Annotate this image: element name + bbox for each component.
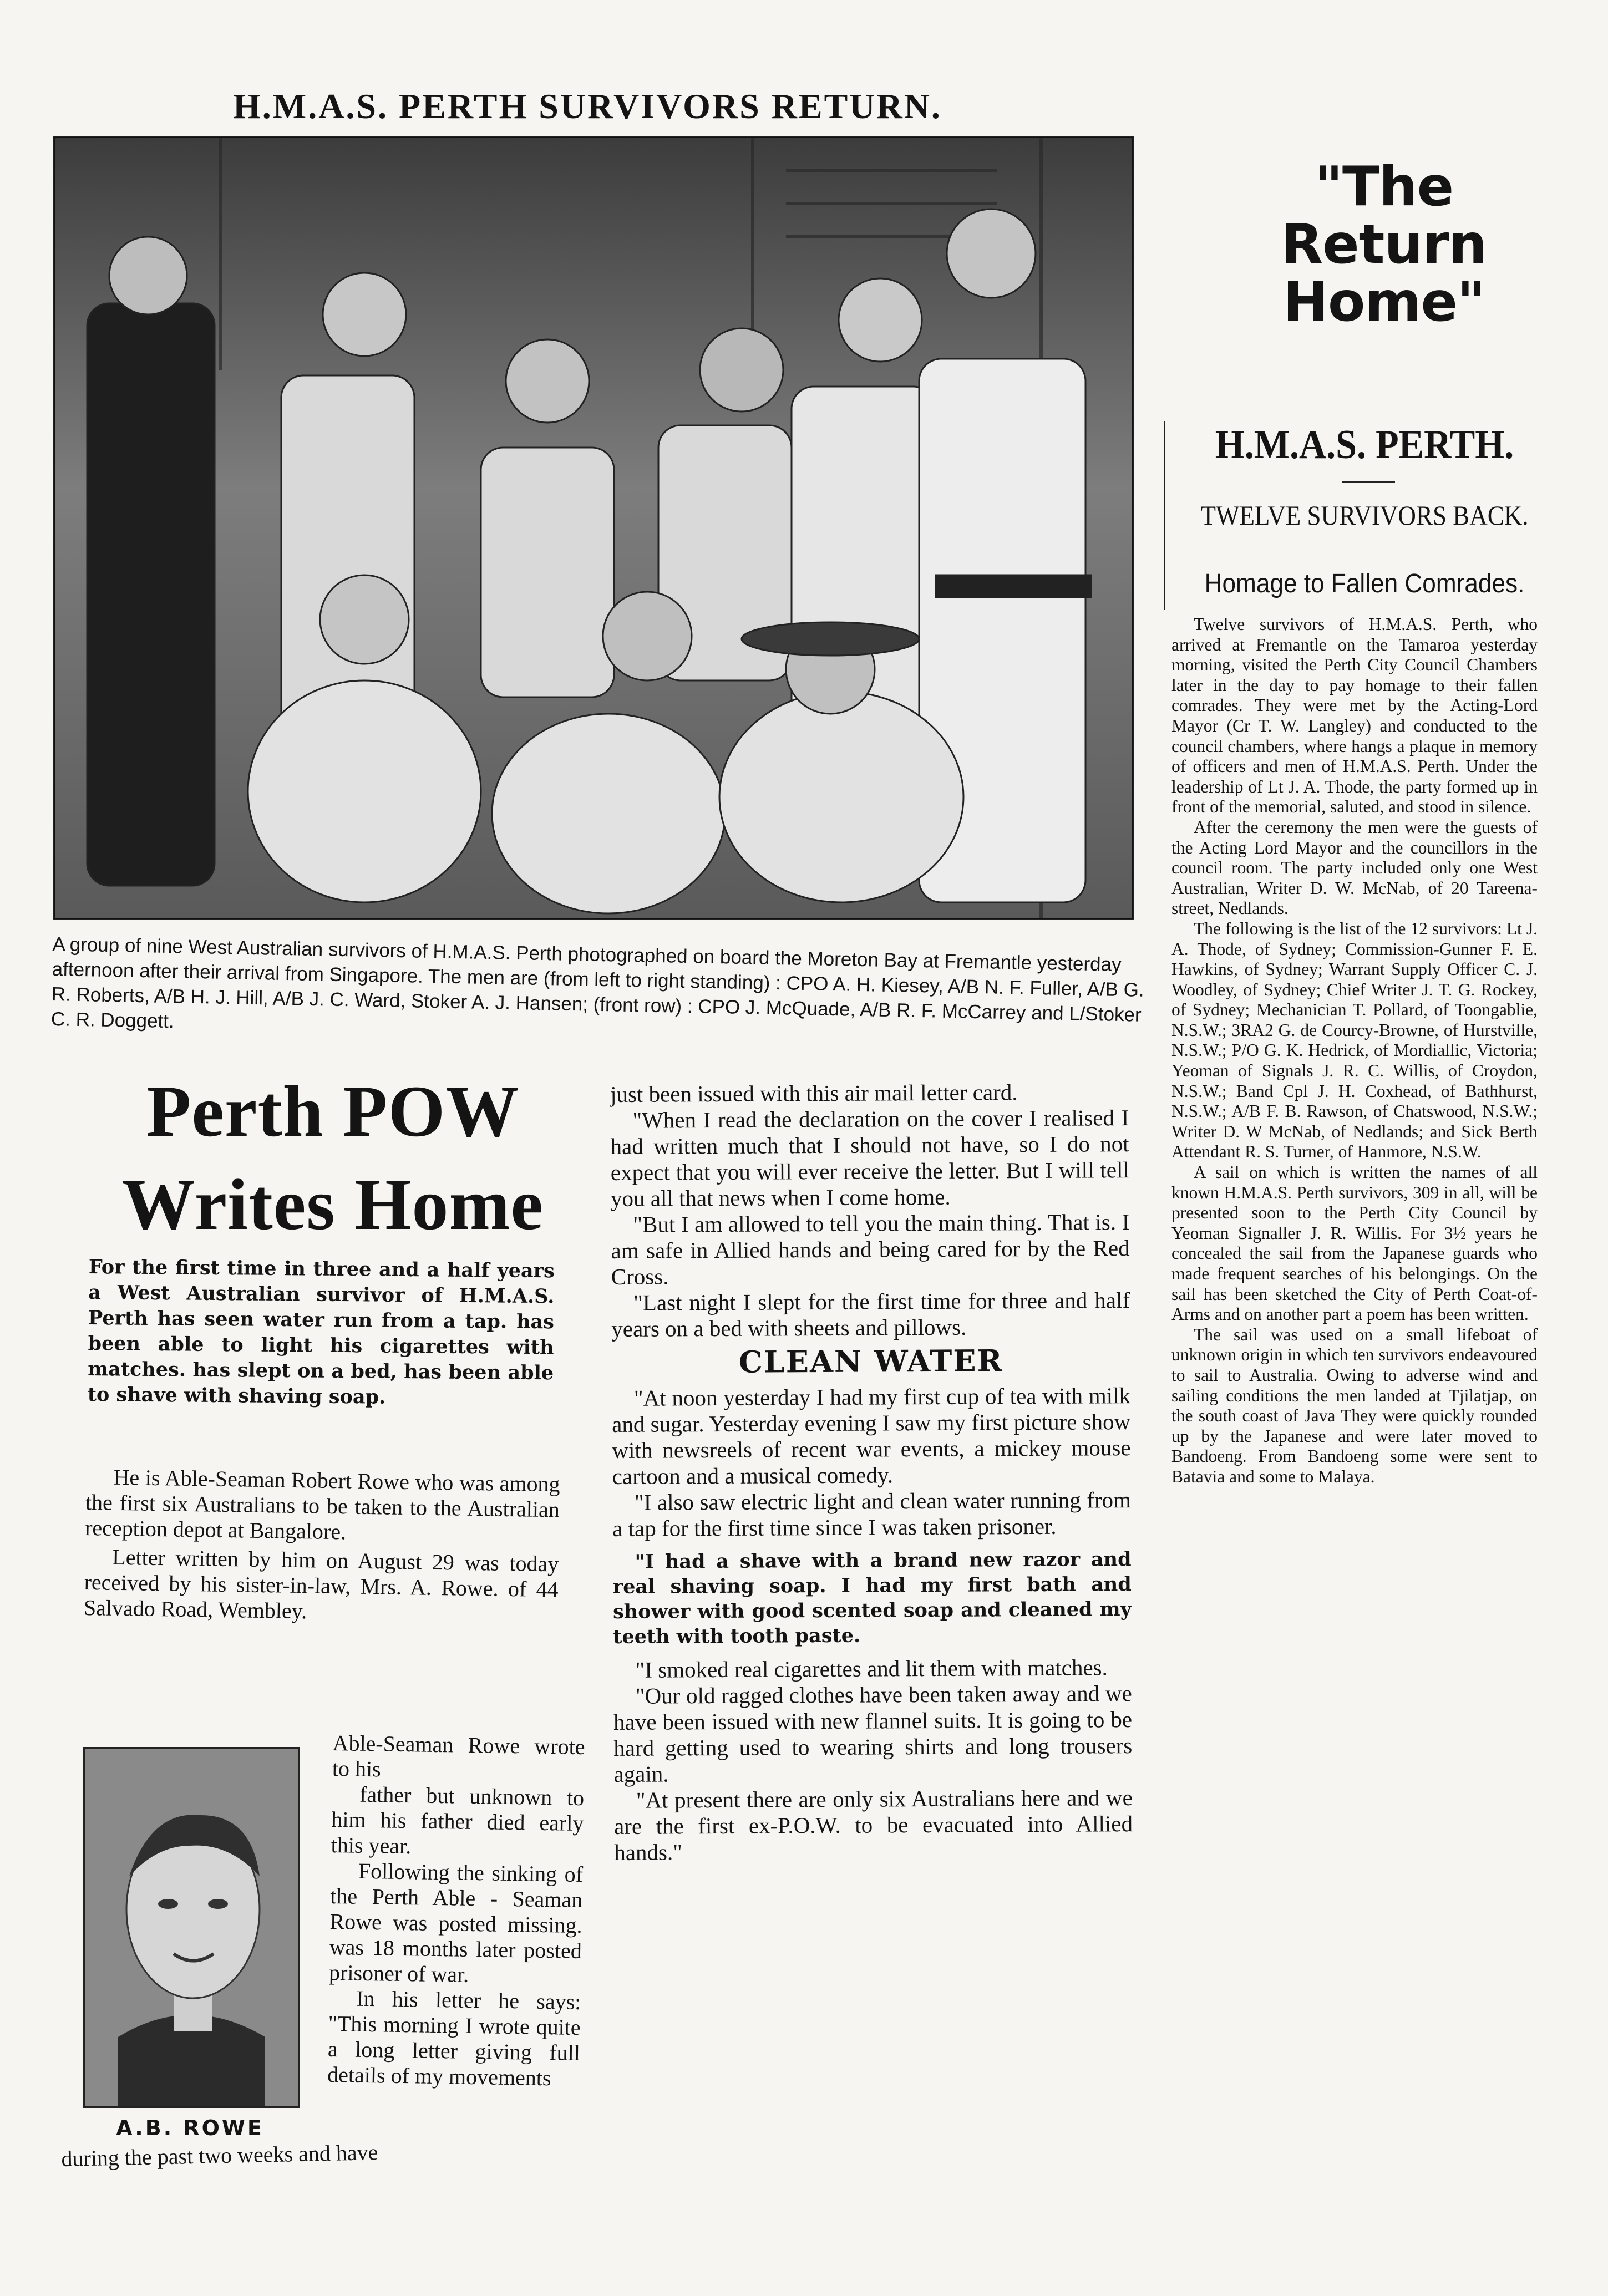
article-paragraph: "When I read the declaration on the cover I realised I had written much that I should not have, so I do not expect that you will ever receive the letter. But I will tell you all that news when I come home. — [610, 1105, 1129, 1211]
article-paragraph: In his letter he says: "This morning I wrote quite a long letter giving full details of my movements — [327, 1985, 581, 2091]
portrait-drawing — [85, 1749, 298, 2106]
pow-lead-paragraph: For the first time in three and a half years a West Australian survivor of H.M.A.S. Perth has seen water run from a tap. has been able to light his cigarettes with matches. has slept on a bed, has been able to shave with shaving soap. — [87, 1256, 555, 1409]
pow-headline — [89, 1065, 577, 1251]
article-paragraph: "Last night I slept for the first time for three and half years on a bed with sheets and pillows. — [611, 1287, 1130, 1342]
article-paragraph: "At noon yesterday I had my first cup of tea with milk and sugar. Yesterday evening I saw my first picture show with newsreels of recent war events, a mickey mouse cartoon and a musical comedy. — [612, 1383, 1131, 1489]
article-paragraph: Letter written by him on August 29 was today received by his sister-in-law, Mrs. A. Rowe. of 44 Salvado Road, Wembley. — [83, 1544, 559, 1624]
column-rule — [1164, 421, 1165, 610]
return-home-title: "The Return Home" — [1281, 155, 1487, 334]
pow-article-narrow — [327, 1730, 585, 2091]
article-paragraph: "But I am allowed to tell you the main thing. That is. I am safe in Allied hands and being cared for by the Red Cross. — [611, 1209, 1130, 1289]
right-headline: H.M.A.S. PERTH. — [1215, 422, 1514, 468]
article-paragraph: The following is the list of the 12 survivors: Lt J. A. Thode, of Sydney; Commission-Gunner F. E. Hawkins, of Sydney; Warrant Supply Officer C. J. Woodley, of Sydney; Chief Writer J. T. G. Rockey, of Sydney; Mechanician T. Pollard, of Toongablie, N.S.W.; 3RA2 G. de Courcy-Browne, of Hurstville, N.S.W.; P/O G. K. Hedrick, of Mordiallic, Victoria; Yeoman of Signals J. R. C. Willis, of Croydon, N.S.W.; Band Cpl J. H. Coxhead, of Bathhurst, N.S.W.; A/B F. B. Rawson, of Chatswood, N.S.W.; Writer D. W McNab, of Nedlands; and Sick Berth Attendant R. S. Turner, of Hanmore, N.S.W. — [1171, 918, 1538, 1162]
article-paragraph: "I smoked real cigarettes and lit them with matches. — [635, 1654, 1108, 1683]
article-paragraph: He is Able-Seaman Robert Rowe who was among the first six Australians to be taken to the Australian reception depot at Bangalore. — [84, 1464, 560, 1545]
pow-headline-line: Perth POW — [146, 1070, 520, 1152]
pow-article-continued — [610, 1079, 1133, 1866]
article-paragraph: A sail on which is written the names of all known H.M.A.S. Perth survivors, 309 in all, will be presented soon to the Perth City Council by Yeoman Signaller J. R. Willis. For 3½ years he concealed the sail from the Japanese guards who made frequent searches of his belongings. On the sail has been sketched the City of Perth Coat-of-Arms and on another part a poem has been written. — [1171, 1162, 1538, 1324]
article-paragraph: "I also saw electric light and clean water running from a tap for the first time since I was taken prisoner. — [612, 1487, 1132, 1541]
pow-article-body — [83, 1464, 560, 1631]
right-subheadline: TWELVE SURVIVORS BACK. — [1200, 500, 1529, 531]
article-paragraph: father but unknown to him his father died early this year. — [331, 1781, 585, 1859]
article-paragraph: just been issued with this air mail letter card. — [610, 1079, 1018, 1107]
pow-headline-line: Writes Home — [121, 1164, 544, 1245]
clean-water-subheading: CLEAN WATER — [738, 1343, 1003, 1380]
article-paragraph: Able-Seaman Rowe wrote to his — [332, 1730, 585, 1782]
rowe-portrait-figure — [83, 1747, 300, 2141]
portrait-caption: A.B. ROWE — [116, 2116, 264, 2140]
article-paragraph: The sail was used on a small lifeboat of unknown origin in which ten survivors endeavoured to sail to Australia. Owing to adverse wind and sailing conditions the men landed at Tjilatjap, on the south coast of Java They were quickly rounded up by the Japanese and were later moved to Bandoeng. From Bandoeng some were sent to Batavia and some to Malaya. — [1171, 1324, 1538, 1486]
article-paragraph: Following the sinking of the Perth Able - Seaman Rowe was posted missing. was 18 months later posted prisoner of war. — [328, 1858, 584, 1987]
photo-caption: A group of nine West Australian survivors of H.M.A.S. Perth photographed on board the Moreton Bay at Fremantle yesterday afternoon after their arrival from Singapore. The men are (from left to right standing) : CPO A. H. Kiesey, A/B N. F. Fuller, A/B G. R. Roberts, A/B H. J. Hill, A/B J. C. Ward, Stoker A. J. Hansen; (front row) : CPO J. McQuade, A/B R. F. McCarrey and L/Stoker C. R. Doggett. — [50, 933, 1144, 1033]
right-article-body — [1171, 614, 1538, 1487]
article-paragraph: "Our old ragged clothes have been taken away and we have been issued with new flannel suits. It is going to be hard getting used to wearing shirts and long trousers again. — [613, 1680, 1133, 1787]
article-paragraph: After the ceremony the men were the guests of the Acting Lord Mayor and the councillors in the council room. The party included only one West Australian, Writer D. W. McNab, of 20 Tareena-street, Nedlands. — [1171, 817, 1538, 918]
article-paragraph: "At present there are only six Australians here and we are the first ex-P.O.W. to be evacuated into Allied hands." — [613, 1785, 1133, 1865]
group-photo-drawing — [54, 137, 1133, 919]
page-top-title: H.M.A.S. PERTH SURVIVORS RETURN. — [233, 87, 942, 126]
headline-divider — [1342, 481, 1395, 483]
right-deck: Homage to Fallen Comrades. — [1204, 569, 1525, 598]
group-photograph — [53, 136, 1134, 920]
bold-paragraph: "I had a shave with a brand new razor and real shaving soap. I had my first bath and shower with good scented soap and cleaned my teeth with tooth paste. — [612, 1548, 1132, 1648]
rowe-portrait-photo — [83, 1747, 300, 2108]
pow-article-tail: during the past two weeks and have — [61, 2140, 378, 2171]
article-paragraph: Twelve survivors of H.M.A.S. Perth, who arrived at Fremantle on the Tamaroa yesterday morning, visited the Perth City Council Chambers later in the day to pay homage to their fallen comrades. They were met by the Acting-Lord Mayor (Cr T. W. Langley) and conducted to the council chambers, where hangs a plaque in memory of officers and men of H.M.A.S. Perth. Under the leadership of Lt J. A. Thode, the party formed up in front of the memorial, saluted, and stood in silence. — [1171, 614, 1538, 817]
